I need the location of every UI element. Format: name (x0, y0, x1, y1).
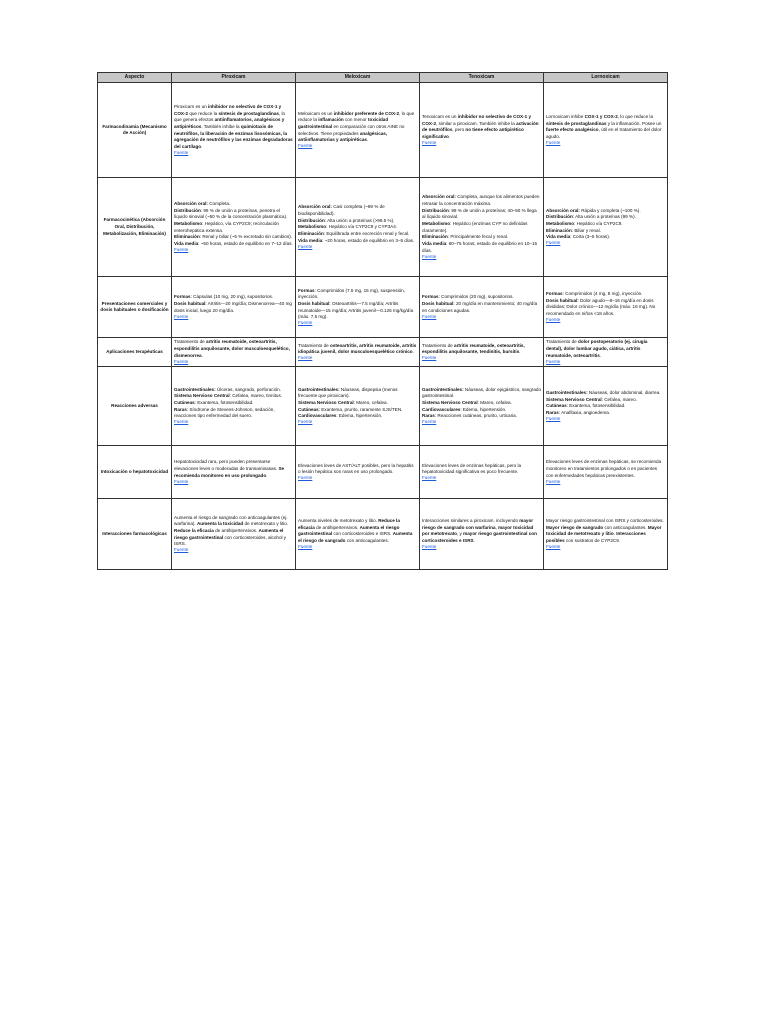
header-lornoxicam: Lornoxicam (544, 73, 668, 83)
source-link[interactable]: Fuente (546, 240, 561, 246)
cell-lornoxicam (544, 277, 668, 338)
header-meloxicam: Meloxicam (296, 73, 420, 83)
cell-text: Hepatotoxicidad rara, pero pueden presentarse elevaciones leves o moderadas de transaminasas. Se recomienda monitoreo en uso prolongado. (174, 459, 285, 478)
cell-text: Elevaciones leves de enzimas hepáticas, pero la hepatotoxicidad significativa es poco frecuente. (422, 462, 522, 475)
cell-tenoxicam (420, 178, 544, 277)
source-link[interactable]: Fuente (174, 478, 189, 484)
cell-tenoxicam (420, 367, 544, 446)
cell-text: Aumenta niveles de metotrexato y litio. Reduce la eficacia de antihipertensivos. Aumenta el riesgo gastrointestinal con corticosteroides e ISRS. Aumenta el riesgo de sangrado con anticoagulantes. (298, 517, 413, 543)
cell-lornoxicam (544, 83, 668, 178)
source-link[interactable]: Fuente (422, 313, 437, 319)
source-link[interactable]: Fuente (298, 143, 313, 149)
cell-meloxicam (296, 367, 420, 446)
source-link[interactable]: Fuente (422, 475, 437, 481)
cell-text: Formas: Comprimidos (7.5 mg, 15 mg), suspensión, inyección. Dosis habitual: Osteoartritis—7.5 mg/día; Artritis reumatoide—15 mg/día; Artritis juvenil—0.125 mg/kg/día (máx. 7.5 mg). (298, 287, 414, 320)
aspect-cell: Aplicaciones terapéuticas (98, 338, 172, 367)
cell-text: Gastrointestinales: Náuseas, dolor epigástrico, sangrado gastrointestinal. Sistema Nervioso Central: Mareo, cefalea. Cardiovasculares: Edema, hipertensión. Raras: Reacciones cutáneas, prurito, urticaria. (422, 386, 541, 419)
source-link[interactable]: Fuente (174, 358, 189, 364)
source-link[interactable]: Fuente (174, 547, 189, 553)
source-link[interactable]: Fuente (422, 543, 437, 549)
cell-text: Gastrointestinales: Náuseas, dolor abdominal, diarrea. Sistema Nervioso Central: Cefalea, mareo. Cutáneas: Exantema, fotosensibilidad. Raras: Anafilaxia, angioedema. (546, 389, 661, 415)
source-link[interactable]: Fuente (298, 543, 313, 549)
source-link[interactable]: Fuente (546, 358, 561, 364)
header-piroxicam: Piroxicam (172, 73, 296, 83)
cell-text: Gastrointestinales: Úlceras, sangrado, perforación. Sistema Nervioso Central: Cefalea, mareo, tinnitus. Cutáneas: Exantema, fotosensibilidad. Raras: Síndrome de Stevens-Johnson, sedación, reacciones tipo enfermedad del suero. (174, 386, 283, 419)
source-link[interactable]: Fuente (174, 313, 189, 319)
cell-tenoxicam (420, 338, 544, 367)
cell-text: Tratamiento de artritis reumatoide, osteoartritis, espondilitis anquilosante, dolor musculoesquelético, dismenorrea. (174, 339, 290, 358)
header-tenoxicam: Tenoxicam (420, 73, 544, 83)
cell-tenoxicam (420, 499, 544, 570)
cell-text: Tratamiento de artritis reumatoide, osteoartritis, espondilitis anquilosante, tendinitis, bursitis. (422, 342, 525, 355)
aspect-cell: Reacciones adversas (98, 367, 172, 446)
cell-text: Formas: Comprimidos (4 mg, 8 mg), inyección. Dosis habitual: Dolor agudo—8–16 mg/día en dosis divididas; Dolor crónico—12 mg/día (máx. 16 mg). No recomendado en niños <18 años. (546, 290, 656, 316)
table-row (98, 277, 668, 338)
cell-text: Formas: Comprimidos (20 mg), supositorios. Dosis habitual: 20 mg/día en mantenimiento; 40 mg/día en condiciones agudas. (422, 294, 538, 313)
cell-text: Piroxicam es un inhibidor no selectivo de COX-1 y COX-2 que reduce la síntesis de prostaglandinas, lo que genera efectos antiinflamatorios, analgésicos y antipiréticos. También inhibe la quimiotaxis de neutrófilos, la liberación de enzimas lisosómicas, la agregación de neutrófilos y las enzimas degradadoras del cartílago. (174, 103, 293, 149)
cell-piroxicam (172, 367, 296, 446)
table-row (98, 499, 668, 570)
cell-tenoxicam (420, 83, 544, 178)
cell-lornoxicam (544, 178, 668, 277)
table-row (98, 178, 668, 277)
header-aspect: Aspecto (98, 73, 172, 83)
cell-text: Absorción oral: Completa. Distribución: 99 % de unión a proteínas, penetra el líquido sinovial (~50 % de la concentración plasmática). Metabolismo: Hepático, vía CYP2C9; recirculación enterohepática extensa. Eliminación: Renal y biliar (~5 % excretado sin cambios). Vida media: ~50 horas, estado de equilibrio en 7–12 días. (174, 200, 293, 246)
cell-lornoxicam (544, 338, 668, 367)
cell-piroxicam (172, 338, 296, 367)
cell-piroxicam (172, 277, 296, 338)
cell-tenoxicam (420, 277, 544, 338)
cell-meloxicam (296, 83, 420, 178)
cell-meloxicam (296, 499, 420, 570)
cell-text: Gastrointestinales: Náuseas, dispepsia (menos frecuente que piroxicam). Sistema Nervioso Central: Mareo, cefalea. Cutáneas: Exantema, prurito, raramente SJS/TEN. Cardiovasculares: Edema, hipertensión. (298, 386, 403, 419)
cell-lornoxicam (544, 367, 668, 446)
cell-lornoxicam (544, 446, 668, 499)
cell-text: Absorción oral: Rápida y completa (~100 %). Distribución: Alta unión a proteínas (99 %). Metabolismo: Hepático vía CYP2C9. Eliminación: Biliar y renal. Vida media: Corta (3–5 horas). (546, 207, 641, 240)
aspect-cell: Farmacocinética (Absorción Oral, Distribución, Metabolización, Eliminación) (98, 178, 172, 277)
cell-text: Elevaciones leves de AST/ALT posibles, pero la hepatitis o lesión hepática son raras en uso prolongado. (298, 462, 414, 475)
cell-meloxicam (296, 338, 420, 367)
cell-text: Lornoxicam inhibe COX-1 y COX-2, lo que reduce la síntesis de prostaglandinas y la inflamación. Posee un fuerte efecto analgésico, útil en el tratamiento del dolor agudo. (546, 113, 662, 139)
source-link[interactable]: Fuente (298, 320, 313, 326)
source-link[interactable]: Fuente (298, 243, 313, 249)
source-link[interactable]: Fuente (546, 478, 561, 484)
cell-text: Formas: Cápsulas (10 mg, 20 mg), supositorios. Dosis habitual: Artritis—20 mg/día; Dismenorrea—40 mg dosis inicial, luego 20 mg/día. (174, 294, 292, 313)
table-row (98, 446, 668, 499)
table-row (98, 83, 668, 178)
source-link[interactable]: Fuente (298, 475, 313, 481)
cell-text: Elevaciones leves de enzimas hepáticas, se recomienda monitoreo en tratamientos prolongados o en pacientes con enfermedades hepáticas preexistentes. (546, 459, 662, 478)
cell-text: Absorción oral: Casi completa (~89 % de biodisponibilidad). Distribución: Alta unión a proteínas (>99.5 %). Metabolismo: Hepático vía CYP2C9 y CYP3A4. Eliminación: Equilibrada entre excreción renal y fecal. Vida media: ~20 horas, estado de equilibrio en 3–5 días. (298, 204, 415, 243)
cell-lornoxicam (544, 499, 668, 570)
source-link[interactable]: Fuente (546, 139, 561, 145)
cell-meloxicam (296, 446, 420, 499)
cell-text: Tratamiento de dolor postoperatorio (ej. cirugía dental), dolor lumbar agudo, ciática, artritis reumatoide, osteoartritis. (546, 339, 648, 358)
cell-text: Absorción oral: Completa, aunque los alimentos pueden retrasar la concentración máxima. Distribución: 99 % de unión a proteínas; 40–50 % llega al líquido sinovial. Metabolismo: Hepático (enzimas CYP no definidas claramente). Eliminación: Principalmente fecal y renal. Vida media: 60–75 horas; estado de equilibrio en 10–15 días. (422, 194, 540, 253)
source-link[interactable]: Fuente (422, 419, 437, 425)
cell-text: Aumenta el riesgo de sangrado con anticoagulantes (ej. warfarina). Aumenta la toxicidad de metotrexato y litio. Reduce la eficacia de antihipertensivos. Aumenta el riesgo gastrointestinal con corticosteroides, alcohol y ISRS. (174, 514, 289, 547)
cell-text: Meloxicam es un inhibidor preferente de COX-2, lo que reduce la inflamación con menor toxicidad gastrointestinal en comparación con otros AINE no selectivos. Tiene propiedades analgésicas, antiinflamatorias y antipiréticas. (298, 110, 415, 143)
source-link[interactable]: Fuente (298, 419, 313, 425)
aspect-cell: Presentaciones comerciales y dosis habituales o dosificación (98, 277, 172, 338)
drug-comparison-sheet (97, 72, 667, 570)
cell-text: Tratamiento de osteoartritis, artritis reumatoide, artritis idiopática juvenil, dolor musculoesquelético crónico. (298, 342, 417, 355)
source-link[interactable]: Fuente (422, 355, 437, 361)
cell-piroxicam (172, 446, 296, 499)
aspect-cell: Farmacodinamia (Mecanismo de Acción) (98, 83, 172, 178)
source-link[interactable]: Fuente (174, 246, 189, 252)
comparison-table (97, 72, 668, 570)
cell-text: Tenoxicam es un inhibidor no selectivo de COX-1 y COX-2, similar a piroxicam. También inhibe la activación de neutrófilos, pero no tiene efecto antipirético significativo. (422, 113, 539, 139)
header-row (98, 73, 668, 83)
cell-meloxicam (296, 277, 420, 338)
table-row (98, 338, 668, 367)
cell-tenoxicam (420, 446, 544, 499)
cell-piroxicam (172, 499, 296, 570)
source-link[interactable]: Fuente (174, 149, 189, 155)
cell-text: Mayor riesgo gastrointestinal con ISRS y corticosteroides. Mayor riesgo de sangrado con anticoagulantes. Mayor toxicidad de metotrexato y litio. Interacciones posibles con sustratos de CYP2C9. (546, 517, 664, 543)
source-link[interactable]: Fuente (546, 415, 561, 421)
source-link[interactable]: Fuente (546, 316, 561, 322)
source-link[interactable]: Fuente (422, 139, 437, 145)
source-link[interactable]: Fuente (298, 355, 313, 361)
cell-meloxicam (296, 178, 420, 277)
cell-piroxicam (172, 83, 296, 178)
source-link[interactable]: Fuente (422, 253, 437, 259)
aspect-cell: Intoxicación o hepatotoxicidad (98, 446, 172, 499)
aspect-cell: Interacciones farmacológicas (98, 499, 172, 570)
table-row (98, 367, 668, 446)
source-link[interactable]: Fuente (546, 543, 561, 549)
cell-text: Interacciones similares a piroxicam, incluyendo mayor riesgo de sangrado con warfarina, mayor toxicidad por metotrexato, y mayor riesgo gastrointestinal con corticosteroides e ISRS. (422, 517, 537, 543)
cell-piroxicam (172, 178, 296, 277)
source-link[interactable]: Fuente (174, 419, 189, 425)
